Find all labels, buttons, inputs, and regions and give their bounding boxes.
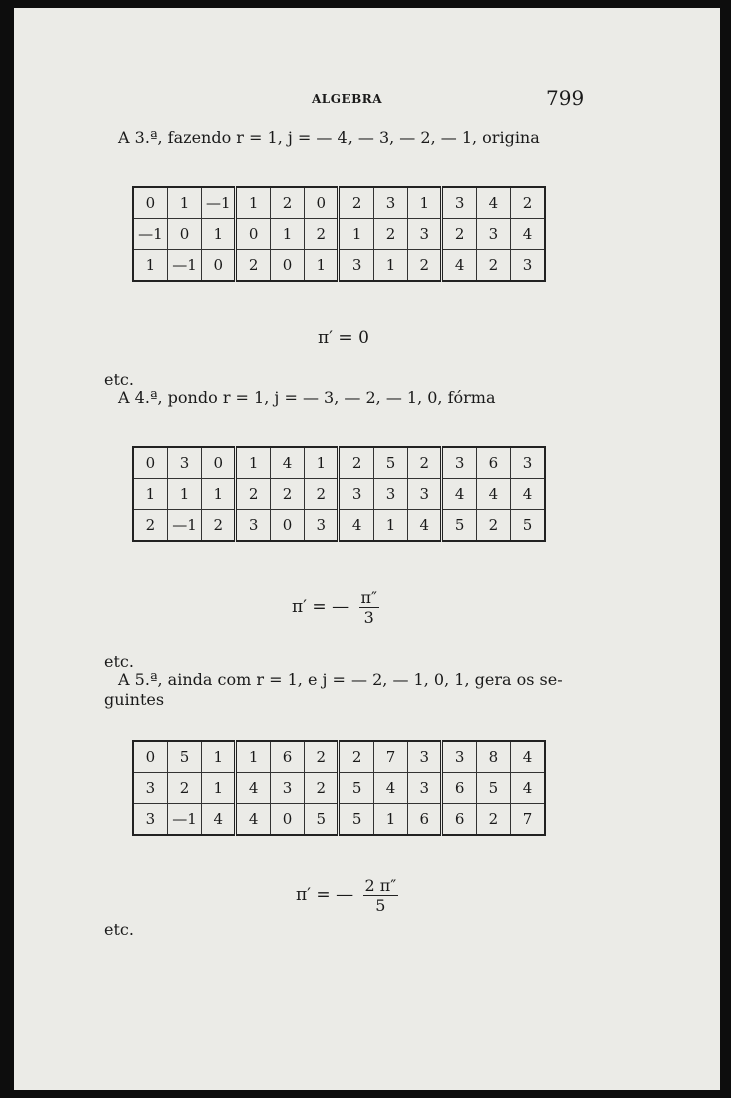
table-cell: 4 <box>408 510 442 542</box>
table-cell: 2 <box>339 187 373 219</box>
table-cell: 7 <box>373 741 407 773</box>
table-cell: 1 <box>373 510 407 542</box>
table-row <box>133 804 545 836</box>
table-cell: 4 <box>339 510 373 542</box>
table-cell: 3 <box>339 479 373 510</box>
section4-etc: etc. <box>104 652 134 671</box>
table-cell: 2 <box>339 741 373 773</box>
table-cell: —1 <box>133 219 167 250</box>
table-cell: 3 <box>133 804 167 836</box>
table-cell: 2 <box>305 773 339 804</box>
table-cell: —1 <box>202 187 236 219</box>
table-cell: 4 <box>476 479 510 510</box>
table-cell: 3 <box>408 741 442 773</box>
table-cell: 1 <box>236 447 270 479</box>
table-cell: 1 <box>236 187 270 219</box>
table-cell: 3 <box>408 219 442 250</box>
table-cell: 3 <box>442 447 476 479</box>
table-cell: 2 <box>236 250 270 282</box>
table-cell: 3 <box>339 250 373 282</box>
table-cell: 1 <box>408 187 442 219</box>
table-cell: 2 <box>373 219 407 250</box>
table-cell: 3 <box>305 510 339 542</box>
section4-fraction <box>359 588 380 627</box>
table-cell: 0 <box>236 219 270 250</box>
table-cell: —1 <box>167 250 201 282</box>
table-cell: 1 <box>133 250 167 282</box>
table-cell: 2 <box>408 447 442 479</box>
table-cell: 1 <box>167 479 201 510</box>
table-cell: 1 <box>202 773 236 804</box>
table-cell: 3 <box>270 773 304 804</box>
table-cell: 6 <box>408 804 442 836</box>
table-cell: 4 <box>202 804 236 836</box>
table-cell: 0 <box>202 250 236 282</box>
section4-formula <box>292 588 379 627</box>
table-row <box>133 773 545 804</box>
table-cell: 1 <box>236 741 270 773</box>
table-cell: 2 <box>236 479 270 510</box>
table-cell: 1 <box>202 741 236 773</box>
table-cell: 3 <box>408 773 442 804</box>
table-row <box>133 447 545 479</box>
section4-fraction-numerator: π″ <box>360 588 377 607</box>
table-cell: 0 <box>270 510 304 542</box>
table-cell: 1 <box>305 447 339 479</box>
section5-formula <box>296 876 398 915</box>
table-cell: 3 <box>511 447 545 479</box>
table-cell: 5 <box>339 773 373 804</box>
table-cell: 5 <box>167 741 201 773</box>
table-cell: 3 <box>167 447 201 479</box>
table-cell: 3 <box>442 741 476 773</box>
table-cell: 2 <box>442 219 476 250</box>
table-cell: 3 <box>133 773 167 804</box>
table-cell: 2 <box>339 447 373 479</box>
table-cell: 0 <box>167 219 201 250</box>
section4-formula-lhs: π′ = — <box>292 597 350 617</box>
table-cell: 4 <box>511 219 545 250</box>
section3-intro: A 3.ª, fazendo r = 1, j = — 4, — 3, — 2, — 1, origina <box>118 128 540 147</box>
table-cell: 5 <box>476 773 510 804</box>
table-cell: 7 <box>511 804 545 836</box>
table-cell: 2 <box>305 219 339 250</box>
table-cell: 1 <box>202 219 236 250</box>
table-cell: 4 <box>236 804 270 836</box>
table-cell: —1 <box>167 510 201 542</box>
table-row <box>133 187 545 219</box>
table-cell: 4 <box>442 250 476 282</box>
section3-etc: etc. <box>104 370 134 389</box>
table-cell: 5 <box>373 447 407 479</box>
table-cell: 1 <box>373 250 407 282</box>
table-row <box>133 510 545 542</box>
table-cell: 6 <box>442 804 476 836</box>
table-row <box>133 479 545 510</box>
section5-fraction-denominator: 5 <box>375 896 386 915</box>
table-cell: 2 <box>305 741 339 773</box>
section4-table <box>132 446 546 542</box>
table-cell: 6 <box>442 773 476 804</box>
table-cell: 2 <box>270 479 304 510</box>
table-cell: 3 <box>511 250 545 282</box>
table-cell: 1 <box>133 479 167 510</box>
table-cell: 4 <box>511 479 545 510</box>
table-cell: 0 <box>270 250 304 282</box>
table-cell: 4 <box>511 773 545 804</box>
table-cell: 2 <box>133 510 167 542</box>
table-cell: 3 <box>373 187 407 219</box>
table-cell: 2 <box>305 479 339 510</box>
running-header: ALGEBRA <box>312 92 383 106</box>
table-cell: 4 <box>373 773 407 804</box>
section4-fraction-denominator: 3 <box>363 608 374 627</box>
table-cell: 2 <box>408 250 442 282</box>
table-cell: 0 <box>305 187 339 219</box>
table-cell: 6 <box>270 741 304 773</box>
table-cell: 4 <box>236 773 270 804</box>
table-cell: 3 <box>373 479 407 510</box>
table-cell: —1 <box>167 804 201 836</box>
table-cell: 2 <box>511 187 545 219</box>
table-cell: 5 <box>442 510 476 542</box>
section5-formula-lhs: π′ = — <box>296 885 354 905</box>
table-cell: 3 <box>476 219 510 250</box>
table-cell: 1 <box>270 219 304 250</box>
table-cell: 5 <box>511 510 545 542</box>
table-cell: 1 <box>167 187 201 219</box>
table-row <box>133 250 545 282</box>
table-cell: 4 <box>476 187 510 219</box>
section5-etc: etc. <box>104 920 134 939</box>
table-cell: 4 <box>511 741 545 773</box>
table-cell: 0 <box>270 804 304 836</box>
table-cell: 3 <box>236 510 270 542</box>
table-cell: 1 <box>339 219 373 250</box>
section5-table <box>132 740 546 836</box>
table-cell: 1 <box>305 250 339 282</box>
section3-table <box>132 186 546 282</box>
table-cell: 2 <box>202 510 236 542</box>
table-cell: 8 <box>476 741 510 773</box>
table-row <box>133 741 545 773</box>
table-cell: 2 <box>476 804 510 836</box>
section5-fraction <box>363 876 399 915</box>
table-cell: 1 <box>202 479 236 510</box>
table-cell: 2 <box>476 510 510 542</box>
table-cell: 2 <box>270 187 304 219</box>
table-cell: 3 <box>442 187 476 219</box>
table-cell: 4 <box>270 447 304 479</box>
table-cell: 6 <box>476 447 510 479</box>
table-cell: 5 <box>339 804 373 836</box>
table-cell: 2 <box>167 773 201 804</box>
page-number: 799 <box>546 86 585 110</box>
table-cell: 0 <box>133 187 167 219</box>
section5-intro-line1: A 5.ª, ainda com r = 1, e j = — 2, — 1, 0, 1, gera os se- <box>118 670 563 689</box>
table-row <box>133 219 545 250</box>
section5-intro-line2: guintes <box>104 690 165 709</box>
table-cell: 1 <box>373 804 407 836</box>
section5-fraction-numerator: 2 π″ <box>364 876 397 895</box>
table-cell: 3 <box>408 479 442 510</box>
table-cell: 0 <box>202 447 236 479</box>
table-cell: 2 <box>476 250 510 282</box>
table-cell: 4 <box>442 479 476 510</box>
table-cell: 0 <box>133 447 167 479</box>
section4-intro: A 4.ª, pondo r = 1, j = — 3, — 2, — 1, 0, fórma <box>118 388 496 407</box>
table-cell: 0 <box>133 741 167 773</box>
table-cell: 5 <box>305 804 339 836</box>
section3-formula: π′ = 0 <box>318 328 369 348</box>
